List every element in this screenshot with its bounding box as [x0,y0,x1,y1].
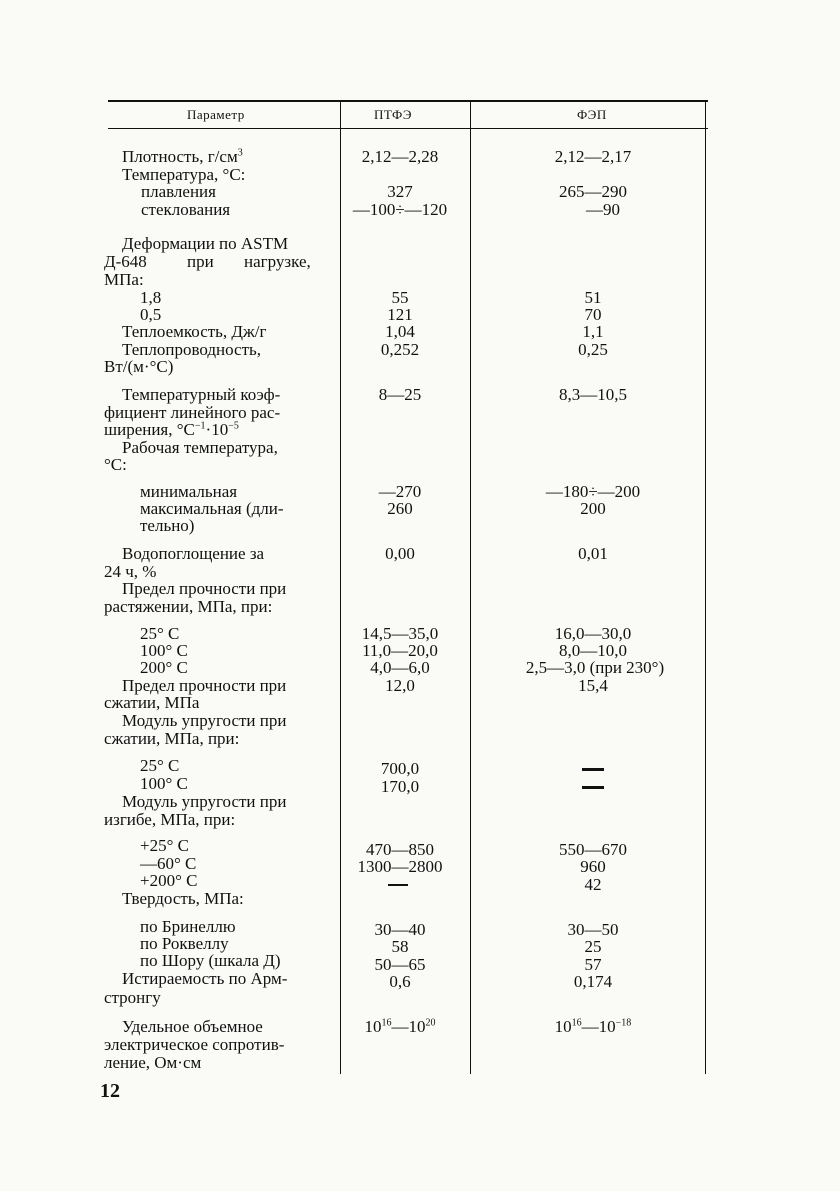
row-shore-label: по Шору (шкала Д) [140,951,281,970]
table-right-edge [705,102,706,1074]
row-deform-label-2a: Д-648 [104,252,147,271]
row-brinell-ptfe: 30—40 [374,920,426,939]
row-conduct-fep: 0,25 [578,340,608,359]
row-max-ptfe: 260 [387,499,413,518]
row-t200-label: 200° С [140,658,188,677]
row-tcoef-ptfe: 8—25 [378,385,422,404]
row-f200-label: +200° С [140,871,198,890]
row-melting-ptfe: 327 [387,182,413,201]
row-min-fep: —180÷—200 [545,482,641,501]
row-conduct-label-1: Теплопроводность, [122,340,262,359]
row-water-ptfe: 0,00 [385,544,415,563]
row-deform-18-ptfe: 55 [391,288,409,307]
header-fep: ФЭП [577,107,607,122]
row-shore-ptfe: 50—65 [374,955,426,974]
row-res-label-3: ление, Ом·см [104,1053,202,1072]
row-deform-05-ptfe: 121 [387,305,413,324]
row-compr-label-1: Предел прочности при [122,676,287,695]
row-fmod-label-2: изгибе, МПа, при: [104,810,236,829]
row-f25-fep: 550—670 [559,840,627,859]
row-max-fep: 200 [580,499,606,518]
row-deform-05-label: 0,5 [140,305,162,324]
row-c100-ptfe: 170,0 [380,777,420,796]
column-divider-right [470,102,471,1074]
row-max-label-1: максимальная (дли- [140,499,284,518]
header-ptfe: ПТФЭ [374,107,412,122]
row-rockwell-fep: 25 [584,937,602,956]
row-min-label: минимальная [140,482,238,501]
row-abr-fep: 0,174 [573,972,613,991]
header-parameter: Параметр [187,107,245,122]
row-c25-fep-dash [582,768,604,771]
row-t25-ptfe: 14,5—35,0 [361,624,439,643]
row-rockwell-ptfe: 58 [391,937,409,956]
row-compr-ptfe: 12,0 [385,676,415,695]
row-fmod-label-1: Модуль упругости при [122,792,287,811]
row-f25-label: +25° С [140,836,189,855]
row-res-label-2: электрическое сопротив- [104,1035,285,1054]
row-tcoef-label-2: фициент линейного рас- [104,403,281,422]
row-temperature-label: Температура, °С: [122,165,246,184]
row-f25-ptfe: 470—850 [366,840,434,859]
row-tensile-label-1: Предел прочности при [122,579,287,598]
row-deform-05-fep: 70 [584,305,602,324]
row-t100-fep: 8,0—10,0 [559,641,627,660]
row-tcoef-label-3: ширения, $^\circ С^{-1}\cdot 10^{-5}$ [104,420,239,439]
row-compr-label-2: сжатии, МПа [104,693,200,712]
row-cmod-label-1: Модуль упругости при [122,711,287,730]
row-density-fep: 2,12—2,17 [554,147,632,166]
row-heatcap-label: Теплоемкость, Дж/г [122,322,267,341]
row-deform-label-2b: при [187,252,214,271]
row-melting-fep: 265—290 [559,182,627,201]
row-water-fep: 0,01 [578,544,608,563]
row-c100-label: 100° С [140,774,188,793]
row-shore-fep: 57 [584,955,602,974]
row-c25-ptfe: 700,0 [380,759,420,778]
row-deform-label-3: МПа: [104,270,144,289]
row-brinell-label: по Бринеллю [140,917,236,936]
row-res-fep: $10^{16}—10^{-18}$ [554,1017,632,1036]
row-cmod-label-2: сжатии, МПа, при: [104,729,240,748]
row-f60-label: —60° С [140,854,197,873]
row-f60-ptfe: 1300—2800 [357,857,443,876]
row-deform-18-label: 1,8 [140,288,162,307]
row-res-ptfe: $10^{16}—10^{20}$ [364,1017,436,1036]
row-t25-label: 25° С [140,624,180,643]
row-deform-label-2c: нагрузке, [244,252,311,271]
row-conduct-ptfe: 0,252 [380,340,420,359]
row-max-label-2: тельно) [140,516,195,535]
row-abr-ptfe: 0,6 [389,972,411,991]
page-number: 12 [100,1080,120,1102]
row-heatcap-fep: 1,1 [582,322,604,341]
row-deform-label-1: Деформации по ASTM [122,234,289,253]
row-abr-label-2: стронгу [104,988,161,1007]
row-worktemp-label-1: Рабочая температура, [122,438,278,457]
row-density-ptfe: 2,12—2,28 [361,147,439,166]
row-worktemp-label-2: °С: [104,455,127,474]
row-melting-label: плавления [141,182,216,201]
row-compr-fep: 15,4 [578,676,608,695]
row-glass-fep: —90 [586,200,620,219]
row-hard-label: Твердость, МПа: [122,889,244,908]
row-heatcap-ptfe: 1,04 [385,322,415,341]
row-min-ptfe: —270 [378,482,422,501]
row-t200-fep: 2,5—3,0 (при 230°) [525,658,665,677]
row-tcoef-fep: 8,3—10,5 [559,385,627,404]
row-t25-fep: 16,0—30,0 [554,624,632,643]
row-f200-fep: 42 [584,875,602,894]
row-brinell-fep: 30—50 [567,920,619,939]
row-c25-label: 25° С [140,756,180,775]
row-res-label-1: Удельное объемное [122,1017,263,1036]
row-t100-ptfe: 11,0—20,0 [362,641,438,660]
row-tensile-label-2: растяжении, МПа, при: [104,597,273,616]
row-water-label-2: 24 ч, % [104,562,157,581]
row-f60-fep: 960 [580,857,606,876]
row-density-label: Плотность, $г/см^3$ [122,147,243,166]
row-glass-ptfe: —100÷—120 [352,200,448,219]
row-c100-fep-dash [582,786,604,789]
row-t200-ptfe: 4,0—6,0 [370,658,430,677]
top-rule [108,100,708,102]
row-tcoef-label-1: Температурный коэф- [122,385,281,404]
row-water-label-1: Водопоглощение за [122,544,265,563]
header-bottom-rule [108,128,708,129]
row-rockwell-label: по Роквеллу [140,934,229,953]
row-t100-label: 100° С [140,641,188,660]
row-conduct-label-2: Вт/(м·°С) [104,357,174,376]
row-glass-label: стеклования [141,200,231,219]
row-abr-label-1: Истираемость по Арм- [122,969,288,988]
row-deform-18-fep: 51 [584,288,602,307]
row-f200-ptfe-dash [388,884,408,886]
